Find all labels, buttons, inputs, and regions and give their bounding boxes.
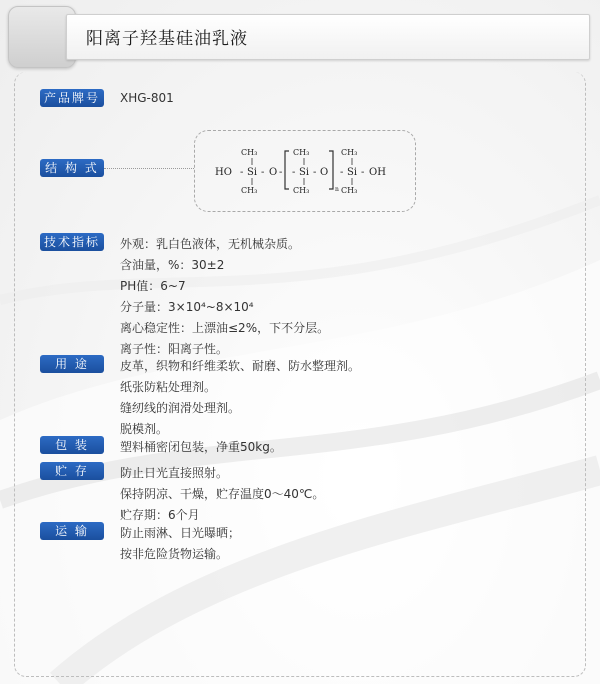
formula-n: n — [335, 186, 339, 193]
formula-box — [194, 130, 416, 212]
tech-line: 分子量：3×10⁴~8×10⁴ — [120, 300, 254, 314]
transport-line: 防止雨淋、日光曝晒； — [120, 526, 241, 540]
storage-line: 防止日光直接照射。 — [120, 466, 229, 480]
storage-label: 贮 存 — [40, 462, 104, 480]
usage-line: 脱模剂。 — [120, 422, 169, 436]
tech-line: 外观：乳白色液体，无机械杂质。 — [120, 237, 301, 251]
formula-ch3-4: CH₃ — [293, 186, 310, 195]
transport-line: 按非危险货物运输。 — [120, 547, 229, 561]
page-title: 阳离子羟基硅油乳液 — [86, 29, 248, 49]
formula-si-3: Si — [347, 167, 358, 178]
structure-label: 结 构 式 — [40, 159, 104, 177]
formula-ch3-5: CH₃ — [341, 148, 358, 157]
transport-label: 运 输 — [40, 522, 104, 540]
structure-leader-line — [104, 168, 194, 169]
svg-text:-: - — [361, 167, 365, 178]
product-value: XHG-801 — [120, 91, 174, 105]
tech-line: 含油量，%：30±2 — [120, 258, 225, 272]
svg-text:-: - — [240, 167, 244, 178]
formula-ho: HO — [215, 167, 232, 178]
formula-o-1: O — [269, 167, 278, 178]
usage-line: 纸张防粘处理剂。 — [120, 380, 217, 394]
packaging-label: 包 装 — [40, 436, 104, 454]
usage-label: 用 途 — [40, 355, 104, 373]
formula-ch3-6: CH₃ — [341, 186, 358, 195]
formula-oh: OH — [369, 167, 386, 178]
svg-text:-: - — [292, 167, 296, 178]
formula-ch3-3: CH₃ — [293, 148, 310, 157]
svg-text:-: - — [261, 167, 265, 178]
formula-si-1: Si — [247, 167, 258, 178]
formula-ch3-1: CH₃ — [241, 148, 258, 157]
tech-line: 离心稳定性：上漂油≤2%，下不分层。 — [120, 321, 330, 335]
usage-line: 皮革，织物和纤维柔软、耐磨、防水整理剂。 — [120, 359, 361, 373]
formula-o-2: O — [320, 167, 329, 178]
tech-line: 离子性：阳离子性。 — [120, 342, 229, 356]
storage-line: 贮存期：6个月 — [120, 508, 200, 522]
structural-formula — [195, 131, 415, 211]
formula-ch3-2: CH₃ — [241, 186, 258, 195]
storage-line: 保持阴凉、干燥，贮存温度0～40℃。 — [120, 487, 325, 501]
usage-line: 缝纫线的润滑处理剂。 — [120, 401, 241, 415]
svg-text:-: - — [340, 167, 344, 178]
packaging-line: 塑料桶密闭包装，净重50kg。 — [120, 440, 282, 454]
formula-si-2: Si — [299, 167, 310, 178]
svg-text:-: - — [279, 167, 283, 178]
svg-text:-: - — [313, 167, 317, 178]
tech-label: 技术指标 — [40, 233, 104, 251]
product-label: 产品牌号 — [40, 89, 104, 107]
header — [8, 6, 592, 66]
tech-line: PH值：6~7 — [120, 279, 186, 293]
